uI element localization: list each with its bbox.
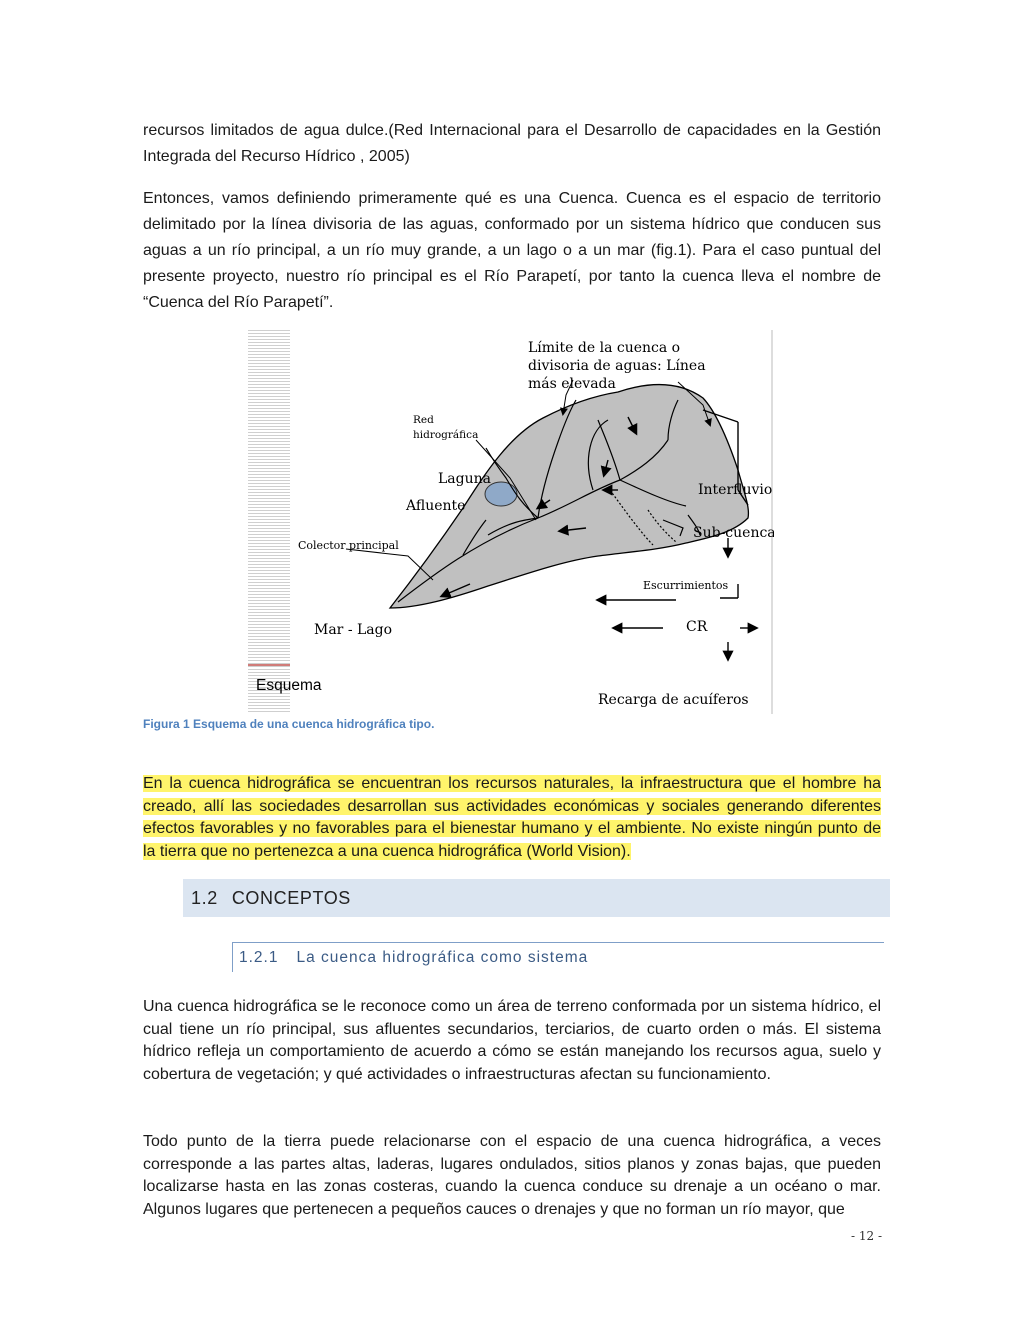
basin-shape	[390, 384, 748, 608]
section-title: CONCEPTOS	[231, 887, 351, 908]
label-limite-3: más elevada	[528, 376, 616, 392]
label-subcuenca: Sub-cuenca	[693, 525, 774, 541]
section-heading-conceptos	[183, 879, 890, 917]
paragraph-sistema: Una cuenca hidrográfica se le reconoce como un área de terreno conformada por un sistema hídrico, el cual tiene un río principal, sus afluentes secundarios, terciarios, de cuarto orden o más. El sistema hídrico refleja un comportamiento de acuerdo a cómo se están manejando los recursos agua, suelo y cobertura de vegetación; y qué actividades o infraestructuras afectan su funcionamiento.	[143, 998, 881, 1083]
label-afluente: Afluente	[406, 498, 466, 514]
subsection-heading	[232, 942, 884, 972]
subsection-title: La cuenca hidrográfica como sistema	[296, 948, 589, 966]
figure-caption: Figura 1 Esquema de una cuenca hidrográfica tipo.	[143, 717, 435, 731]
page-number: - 12 -	[851, 1229, 883, 1243]
label-limite-2: divisoria de aguas: Línea	[528, 358, 706, 374]
label-laguna: Laguna	[438, 471, 491, 487]
label-cr: CR	[686, 619, 708, 635]
paragraph-highlighted	[143, 773, 881, 863]
paragraph-cuenca-definition: Entonces, vamos definiendo primeramente qué es una Cuenca. Cuenca es el espacio de territorio delimitado por la línea divisoria de las aguas, conformado por un sistema hídrico que conducen sus aguas a un río principal, a un río muy grande, a un lago o a un mar (fig.1). Para el caso puntual del presente proyecto, nuestro río principal es el Río Parapetí, por tanto la cuenca lleva el nombre de “Cuenca del Río Parapetí”.	[143, 190, 881, 311]
label-esquema: Esquema	[256, 677, 322, 694]
label-interfluvio: Interfluvio	[698, 482, 773, 498]
highlighted-text: En la cuenca hidrográfica se encuentran los recursos naturales, la infraestructura que el hombre ha creado, allí las sociedades desarrollan sus actividades económicas y sociales generando diferentes efectos favorables y no favorables para el bienestar humano y el ambiente. No existe ningún punto de la tierra que no pertenezca a una cuenca hidrográfica (World Vision).	[143, 775, 881, 860]
label-escurrimientos: Escurrimientos	[643, 579, 729, 592]
watershed-diagram	[248, 330, 774, 714]
paragraph-todo-punto: Todo punto de la tierra puede relacionarse con el espacio de una cuenca hidrográfica, a veces corresponde a las partes altas, laderas, lugares ondulados, sitios planos y zonas bajas, que pueden localizarse hasta en las zonas costeras, cuando la cuenca conduce su drenaje a un océano o mar. Algunos lugares que pertenecen a pequeños cauces o drenajes y que no forman un río mayor, que	[143, 1133, 881, 1218]
label-red-1: Red	[413, 414, 434, 426]
section-number: 1.2	[191, 887, 218, 908]
label-mar-lago: Mar - Lago	[314, 622, 393, 638]
label-red-2: hidrográfica	[413, 429, 479, 441]
subsection-number: 1.2.1	[239, 948, 279, 966]
left-stripe-border	[248, 330, 290, 714]
label-colector: Colector principal	[298, 539, 399, 552]
paragraph-citation-end: recursos limitados de agua dulce.(Red Internacional para el Desarrollo de capacidades en la Gestión Integrada del Recurso Hídrico , 2005)	[143, 122, 881, 165]
label-recarga: Recarga de acuíferos	[598, 692, 749, 708]
label-limite-1: Límite de la cuenca o	[528, 340, 681, 356]
